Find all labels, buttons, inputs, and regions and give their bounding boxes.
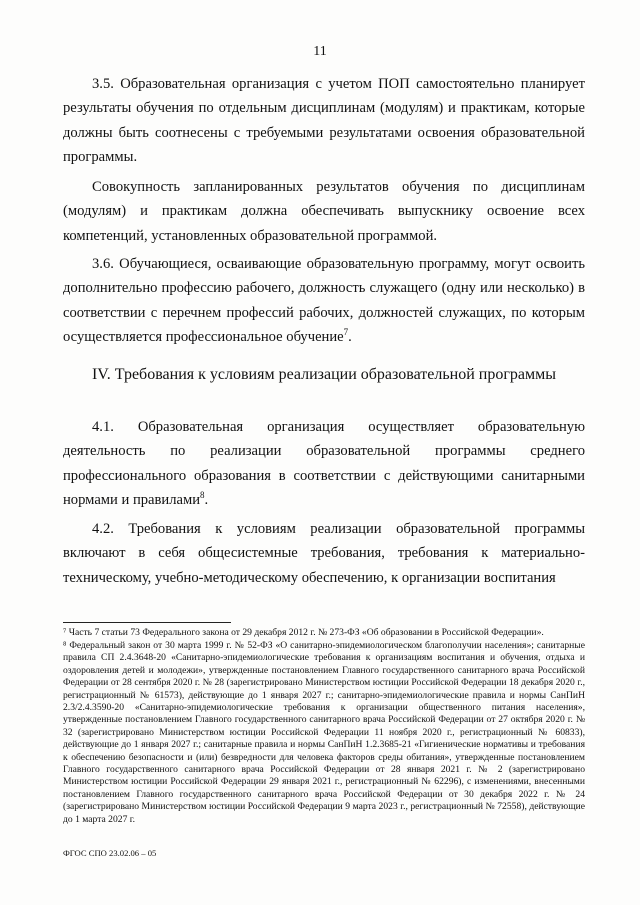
footnote-ref-7: 7 [343,327,349,338]
page-number: 11 [313,44,327,59]
footnote-7: ⁷ Часть 7 статьи 73 Федерального закона от 29 декабря 2012 г. № 273-ФЗ «Об образовании в Российской Федерации». [63,627,544,638]
paragraph-3-5: 3.5. Образовательная организация с учетом ПОП самостоятельно планирует результаты обучения по отдельным дисциплинам (модулям) и практикам, которые должны быть соотнесены с требуемыми результатами освоения образовательной программы. [63,76,585,165]
paragraph-3-6: 3.6. Обучающиеся, осваивающие образовательную программу, могут освоить дополнительно профессию рабочего, должность служащего (одну или несколько) в соответствии с перечнем профессий рабочих, должностей служащих, по которым осуществляется профессиональное обучение$^7$. [63,256,585,345]
footnote-ref-8: 8 [200,490,205,501]
footnote-divider [63,622,231,623]
paragraph-4-2: 4.2. Требования к условиям реализации образовательной программы включают в себя общесистемные требования, требования к материально-техническому, учебно-методическому обеспечению, к организации воспитания [63,521,585,586]
page-footer: ФГОС СПО 23.02.06 – 05 [63,848,157,858]
section-heading: IV. Требования к условиям реализации образовательной программы [91,366,557,383]
paragraph-4-1: 4.1. Образовательная организация осуществляет образовательную деятельность по реализации образовательной программы среднего профессионального образования в соответствии с действующими санитарными нормами и правилами$^8$. [63,419,585,508]
paragraph-learning-outcomes: Совокупность запланированных результатов обучения по дисциплинам (модулям) и практикам должна обеспечивать выпускнику освоение всех компетенций, установленных образовательной программой. [63,179,585,244]
footnote-8: ⁸ Федеральный закон от 30 марта 1999 г. № 52-ФЗ «О санитарно-эпидемиологическом благополучии населения»; санитарные правила СП 2.4.3648-20 «Санитарно-эпидемиологические требования к организациям воспитания и обучения, отдыха и оздоровления детей и молодежи», утвержденные постановлением Главного государственного санитарного врача Российской Федерации от 28 сентября 2020 г. № 28 (зарегистрировано Министерством юстиции Российской Федерации 18 декабря 2020 г., регистрационный № 61573), действующие до 1 января 2027 г.; санитарно-эпидемиологические правила и нормы СанПиН 2.3/2.4.3590-20 «Санитарно-эпидемиологические требования к организации общественного питания населения», утвержденные постановлением Главного государственного санитарного врача Российской Федерации от 27 октября 2020 г. № 32 (зарегистрировано Министерством юстиции Российской Федерации 11 ноября 2020 г., регистрационный № 60833), действующие до 1 января 2027 г.; санитарные правила и нормы СанПиН 1.2.3685-21 «Гигиенические нормативы и требования к обеспечению безопасности и (или) безвредности для человека факторов среды обитания», утвержденные постановлением Главного государственного санитарного врача Российской Федерации от 28 января 2021 г. № 2 (зарегистрировано Министерством юстиции Российской Федерации 29 января 2021 г., регистрационный № 62296), с изменениями, внесенными постановлением Главного государственного санитарного врача Российской Федерации от 30 декабря 2022 г. № 24 (зарегистрировано Министерством юстиции Российской Федерации 9 марта 2023 г., регистрационный № 72558), действующие до 1 марта 2027 г. [63,640,585,825]
